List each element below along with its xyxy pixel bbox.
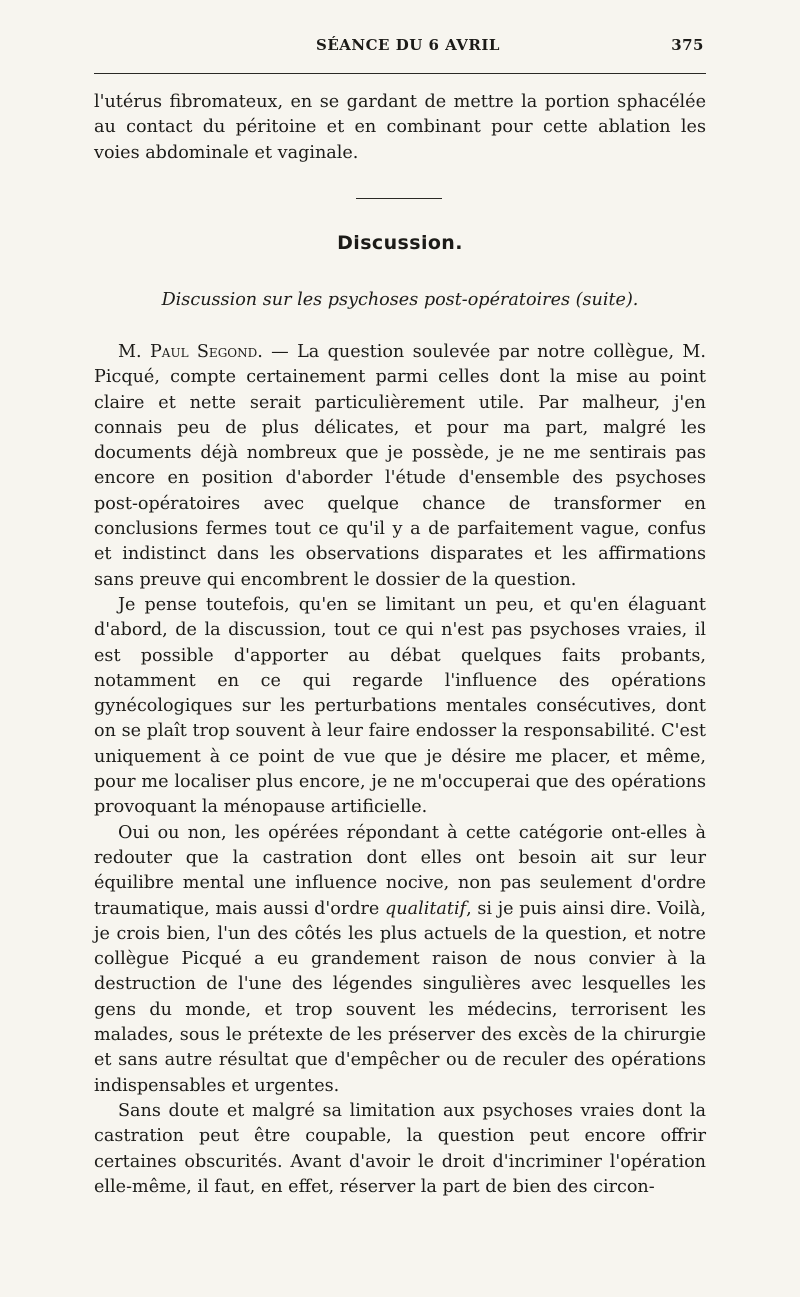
paragraph-3-italic: qualitatif (385, 898, 467, 919)
paragraph-4: Sans doute et malgré sa limitation aux psychoses vraies dont la castration peut être coupable, la question peut encore offrir certaines obscurités. Avant d'avoir le droit d'incriminer l'opération elle-même, il faut, en effet, réserver la part de bien des circon- (94, 1100, 706, 1197)
header-title: SÉANCE DU 6 AVRIL (316, 36, 500, 54)
speaker-name: Paul Segond (149, 342, 258, 362)
intro-text-block (94, 90, 706, 166)
paragraph-2: Je pense toutefois, qu'en se limitant un peu, et qu'en élaguant d'abord, de la discussion, tout ce qui n'est pas psychoses vraies, il est possible d'apporter au débat quelques faits probants, notamment en ce qui regarde l'influence des opérations gynécologiques sur les perturbations mentales consécutives, dont on se plaît trop souvent à leur faire endosser la responsabilité. C'est uniquement à ce point de vue que je désire me placer, et même, pour me localiser plus encore, je ne m'occuperai que des opérations provoquant la ménopause artificielle. (94, 594, 706, 818)
page-number: 375 (671, 36, 704, 54)
paragraph-3-text-b: , si je puis ainsi dire. Voilà, je crois bien, l'un des côtés les plus actuels de la question, et notre collègue Picqué a eu grandement raison de nous convier à la destruction de l'une des légendes singulières avec lesquelles les gens du monde, et trop souvent les médecins, terrorisent les malades, sous le prétexte de les préserver des excès de la chirurgie et sans autre résultat que d'empêcher ou de reculer des opérations indispensables et urgentes. (94, 898, 706, 1096)
paragraph-3 (94, 821, 706, 1099)
section-subtitle: Discussion sur les psychoses post-opératoires (suite). (161, 290, 639, 310)
intro-paragraph: l'utérus fibromateux, en se gardant de mettre la portion sphacélée au contact du péritoine et en combinant pour cette ablation les voies abdominale et vaginale. (94, 92, 706, 163)
paragraph-3-text-a: Oui ou non, les opérées répondant à cette catégorie ont-elles à redouter que la castration dont elles ont besoin ait sur leur équilibre mental une influence nocive, non pas seulement d'ordre traumatique, mais aussi d'ordre (94, 822, 706, 919)
header-rule (94, 73, 706, 74)
discussion-text-block (94, 340, 706, 1200)
paragraph-1-text: . — La question soulevée par notre collègue, M. Picqué, compte certainement parmi celles dont la mise au point claire et nette serait particulièrement utile. Par malheur, j'en connais peu de plus délicates, et pour ma part, malgré les documents déjà nombreux que je possède, je ne me sentirais pas encore en position d'aborder l'étude d'ensemble des psychoses post-opératoires avec quelque chance de transformer en conclusions fermes tout ce qu'il y a de parfaitement vague, confus et indistinct dans les observations disparates et les affirmations sans preuve qui encombrent le dossier de la question. (94, 342, 706, 590)
section-divider (356, 198, 442, 199)
section-title: Discussion. (337, 232, 463, 254)
running-header (94, 36, 706, 60)
speaker-prefix: M. (118, 342, 142, 362)
paragraph-1 (94, 340, 706, 593)
